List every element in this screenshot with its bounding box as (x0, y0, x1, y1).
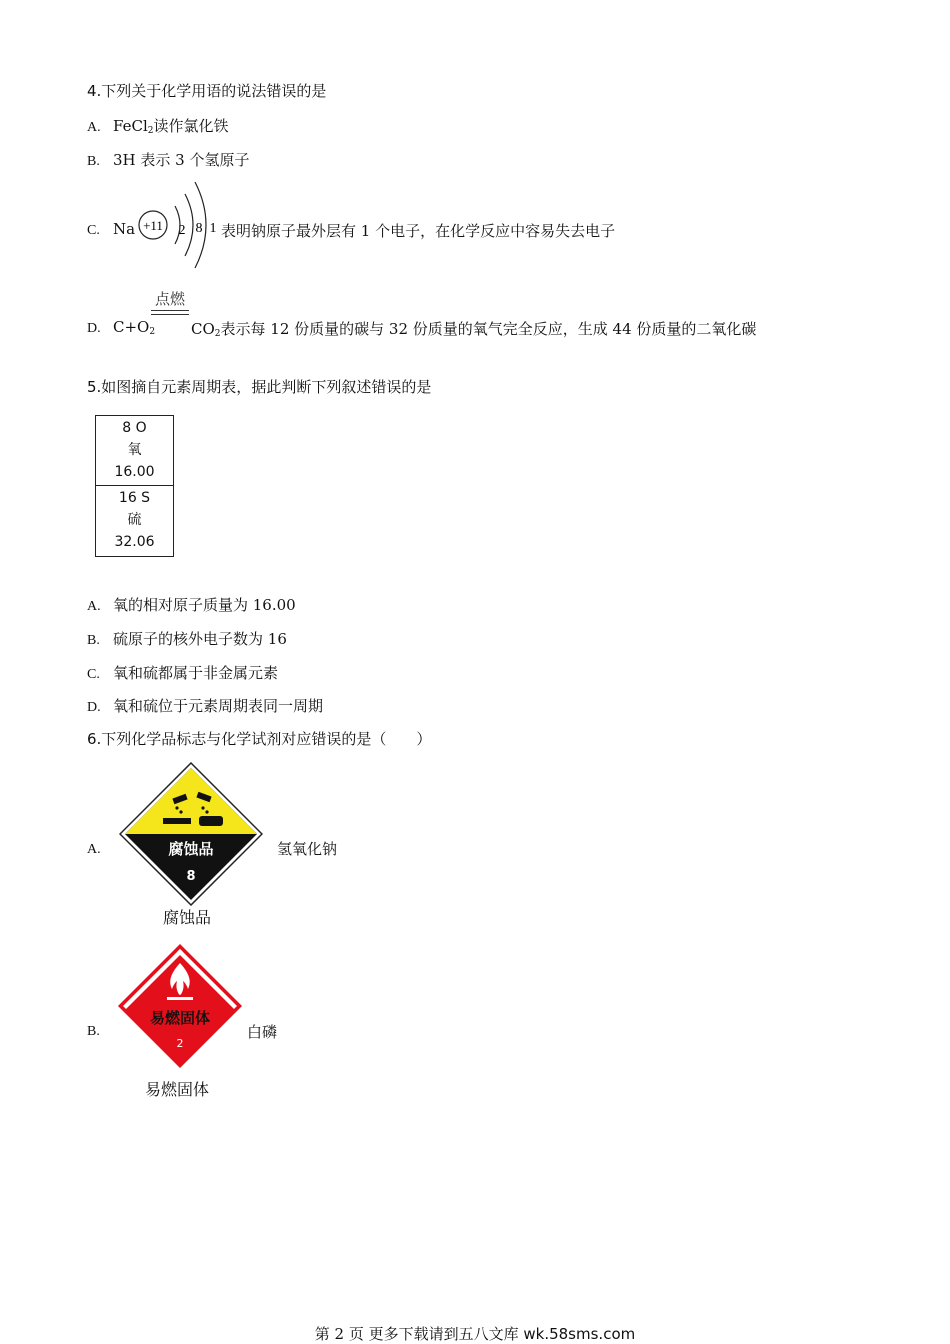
shell-1-count: 2 (178, 223, 186, 238)
option-letter: A. (87, 599, 101, 614)
option-letter: A. (87, 842, 101, 857)
flammable-caption: 易燃固体 (145, 1080, 210, 1099)
atomic-structure-diagram (135, 178, 220, 273)
formula: FeCl$_2$ (113, 117, 154, 136)
q6-option-b-reagent: 白磷 (247, 1023, 278, 1041)
q4-option-b (87, 149, 249, 170)
flame-base-icon (167, 997, 193, 1000)
option-text: 氧和硫位于元素周期表同一周期 (113, 697, 324, 715)
q6-option-b-letter (87, 1021, 113, 1040)
option-text: 氧的相对原子质量为 16.00 (113, 596, 296, 614)
q4-option-d-text (191, 318, 756, 339)
flammable-sign-label: 易燃固体 (149, 1009, 211, 1027)
atomic-mass: 16.00 (114, 464, 155, 480)
periodic-table-excerpt (95, 415, 174, 557)
equals-line-bottom (151, 314, 189, 315)
reaction-condition (151, 289, 189, 315)
option-text: 表示每 12 份质量的碳与 32 份质量的氧气完全反应，生成 44 份质量的二氧化碳 (220, 320, 757, 338)
product: $CO_2$ (191, 320, 221, 339)
question-4-stem: 4.下列关于化学用语的说法错误的是 (87, 82, 327, 100)
option-letter: B. (87, 154, 100, 169)
nucleus-charge: +11 (143, 218, 163, 233)
corrosive-caption: 腐蚀品 (163, 908, 212, 927)
corrosive-hazard-sign (119, 762, 263, 906)
page-footer (0, 1323, 950, 1344)
option-text: 氧和硫都属于非金属元素 (113, 664, 279, 682)
element-name: 氧 (127, 442, 142, 458)
footer-text: 第 2 页 更多下载请到五八文库 (314, 1325, 524, 1343)
option-letter: C. (87, 667, 100, 682)
q4-option-c-text: 表明钠原子最外层有 1 个电子，在化学反应中容易失去电子 (221, 222, 616, 240)
atomic-number-symbol: 8 O (122, 420, 147, 436)
element-symbol: Na (113, 220, 136, 238)
element-cell-oxygen (96, 416, 173, 485)
option-letter: D. (87, 700, 101, 715)
q6-option-a-letter (87, 839, 113, 858)
q4-option-a (87, 115, 229, 136)
question-6-stem: 6.下列化学品标志与化学试剂对应错误的是（ ） (87, 730, 432, 748)
q5-option-c (87, 662, 278, 683)
shell-2-count: 8 (195, 221, 203, 236)
option-text: 3H 表示 3 个氢原子 (113, 151, 250, 169)
corrosive-class-number: 8 (186, 869, 196, 884)
footer-site-link[interactable]: wk.58sms.com (523, 1325, 636, 1343)
option-letter: C. (87, 223, 100, 238)
q4-option-d (87, 318, 155, 337)
q6-option-a-reagent: 氢氧化钠 (277, 840, 338, 858)
q4-option-c (87, 220, 135, 239)
q5-option-d (87, 695, 323, 716)
option-letter: D. (87, 321, 101, 336)
corrosive-sign-label: 腐蚀品 (168, 840, 214, 858)
corrosive-top-half (125, 768, 257, 834)
question-5-stem: 5.如图摘自元素周期表，据此判断下列叙述错误的是 (87, 378, 432, 396)
option-letter: B. (87, 633, 100, 648)
flammable-class-number: 2 (176, 1037, 184, 1050)
element-cell-sulfur (96, 485, 173, 556)
option-letter: B. (87, 1024, 100, 1039)
option-letter: A. (87, 120, 101, 135)
equals-line-top (151, 310, 189, 311)
atomic-mass: 32.06 (114, 534, 155, 550)
q5-option-a (87, 594, 296, 615)
element-name: 硫 (127, 512, 142, 528)
option-text: 读作氯化铁 (153, 117, 229, 135)
reactants: $C+O_2$ (113, 318, 156, 337)
condition-label: 点燃 (154, 290, 185, 308)
shell-3-count: 1 (209, 221, 217, 236)
option-text: 硫原子的核外电子数为 16 (113, 630, 287, 648)
q5-option-b (87, 628, 287, 649)
atomic-number-symbol: 16 S (118, 490, 151, 506)
flammable-solid-hazard-sign (117, 943, 243, 1069)
